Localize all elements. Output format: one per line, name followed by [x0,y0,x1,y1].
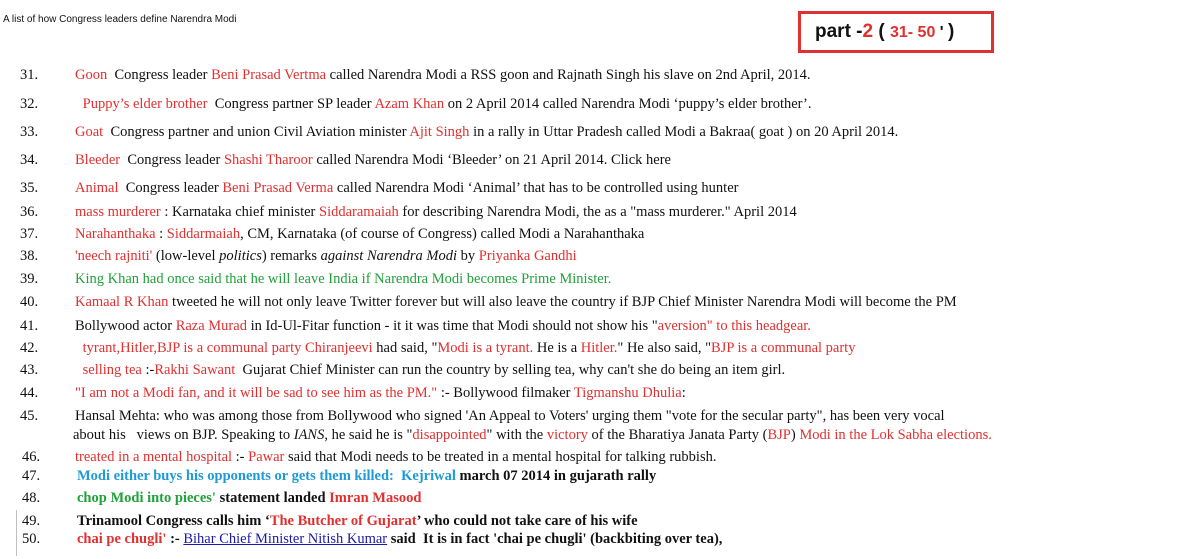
text-segment: statement landed [215,490,330,506]
item-number: 48. [22,490,41,506]
item-number: 50. [22,531,41,547]
item-text [75,318,811,335]
text-segment: :- [166,531,184,547]
text-segment: Beni Prasad Vertma [211,67,327,83]
text-segment: tweeted he will not only leave Twitter forever but will also leave the country if BJP Chief Minister Narendra Modi will become the PM [168,294,957,310]
text-segment: Kejriwal [401,468,456,484]
page-title: A list of how Congress leaders define Narendra Modi [3,14,237,25]
text-segment: Beni Prasad Verma [222,180,334,196]
text-segment: Animal [75,180,119,196]
item-text [75,152,671,169]
part-number: 2 [862,21,874,42]
text-segment: tyrant,Hitler,BJP is a communal party Chiranjeevi [79,340,373,356]
item-number: 32. [20,96,39,112]
text-segment: Ajit Singh [409,124,470,140]
text-segment: : [681,385,686,401]
text-segment: " He also said, " [617,340,711,356]
text-segment: Tigmanshu Dhulia [573,385,682,401]
item-text [75,124,898,141]
item-text [77,468,656,485]
text-segment: in Id-Ul-Fitar function - it it was time that Modi should not show his " [246,318,658,334]
text-segment: The Butcher of Gujarat [269,513,417,529]
text-segment: said It is in fact 'chai pe chugli' (backbiting over tea), [387,531,723,547]
left-divider [16,510,17,556]
item-number: 41. [20,318,39,334]
item-text [75,204,797,221]
item-text [77,513,638,530]
text-segment: BJP is a communal party [711,340,856,356]
item-number: 49. [22,513,41,529]
text-segment: march 07 2014 in gujarath rally [455,468,657,484]
item-text [75,180,738,197]
item-number: 37. [20,226,39,242]
text-segment: ) [790,427,800,443]
text-segment: :- [141,362,155,378]
text-segment: Congress partner and union Civil Aviation minister [103,124,410,140]
text-segment: Siddarmaiah [166,226,241,242]
text-segment: by [457,248,479,264]
text-segment: Siddaramaiah [319,204,399,220]
text-segment: said that Modi needs to be treated in a mental hospital for talking rubbish. [284,449,717,465]
item-text [77,531,722,548]
item-text [79,340,855,357]
text-segment: in a rally in Uttar Pradesh called Modi a Bakraa( goat ) on 20 April 2014. [469,124,899,140]
text-segment: on 2 April 2014 called Narendra Modi ‘puppy’s elder brother’. [444,96,812,112]
item-number: 42. [20,340,39,356]
text-segment: : Karnataka chief minister [160,204,319,220]
text-segment: ) remarks [261,248,321,264]
item-number: 46. [22,449,41,465]
part-range: 31- 50 [889,24,936,41]
paren-open: ( [873,21,890,42]
range-tail: ' [935,24,949,41]
item-text [75,385,686,402]
item-number: 35. [20,180,39,196]
item-text [75,226,644,243]
item-text [75,67,811,84]
text-segment: (low-level [152,248,220,264]
text-segment: called Narendra Modi ‘Animal’ that has to be controlled using hunter [333,180,739,196]
part-prefix: part - [815,21,863,42]
text-segment: Congress partner SP leader [207,96,375,112]
text-segment: disappointed [412,427,487,443]
text-segment: "I am not a Modi fan, and it will be sad to see him as the PM." [75,385,438,401]
text-segment: " with the [486,427,547,443]
text-segment: about his views on BJP. Speaking to [73,427,294,443]
item-number: 47. [22,468,41,484]
item-number: 36. [20,204,39,220]
item-text [79,362,785,379]
text-segment: Azam Khan [374,96,445,112]
text-segment: Gujarat Chief Minister can run the country by selling tea, why can't she do being an item girl. [235,362,786,378]
text-segment: ’ who could not take care of his wife [416,513,638,529]
text-segment: Trinamool Congress calls him ‘ [77,513,270,529]
text-segment: Kamaal R Khan [75,294,169,310]
item-number: 45. [20,408,39,424]
text-segment: , he said he is " [324,427,413,443]
item-number: 34. [20,152,39,168]
text-segment: Bleeder [75,152,121,168]
text-segment: Priyanka Gandhi [478,248,577,264]
text-segment: Shashi Tharoor [223,152,313,168]
item-number: 40. [20,294,39,310]
item-text [77,490,421,507]
text-segment: against Narendra Modi [320,248,458,264]
text-segment: :- Bollywood filmaker [437,385,574,401]
text-segment: Hansal Mehta: who was among those from Bollywood who signed 'An Appeal to Voters' urging them "vote for the secular party", has been very vocal [75,408,945,424]
text-segment: chai pe chugli' [77,531,167,547]
text-segment: treated in a mental hospital [75,449,233,465]
text-segment: called Narendra Modi ‘Bleeder’ on 21 April 2014. Click here [312,152,671,168]
item-link[interactable]: Bihar Chief Minister Nitish Kumar [183,531,388,547]
item-text [75,449,716,466]
text-segment: BJP [767,427,791,443]
text-segment: Bollywood actor [75,318,176,334]
text-segment: : [155,226,167,242]
item-number: 43. [20,362,39,378]
text-segment: Goon [75,67,108,83]
text-segment: had said, " [372,340,438,356]
text-segment: Goat [75,124,104,140]
item-number: 38. [20,248,39,264]
text-segment: Modi is a tyrant. [437,340,534,356]
text-segment: , CM, Karnataka (of course of Congress) called Modi a Narahanthaka [240,226,645,242]
item-text [75,271,611,288]
text-segment: Modi either buys his opponents or gets them killed: [77,468,394,484]
item-number: 44. [20,385,39,401]
part-label-box [798,11,994,53]
text-segment: Rakhi Sawant [154,362,236,378]
item-number: 33. [20,124,39,140]
item-text [75,248,577,265]
text-segment: Modi in the Lok Sabha elections. [799,427,992,443]
text-segment: Raza Murad [175,318,247,334]
text-segment: aversion" to this headgear. [657,318,811,334]
text-segment: chop Modi into pieces' [77,490,216,506]
item-text [75,294,957,311]
item-text [79,96,811,113]
text-segment: mass murderer [75,204,161,220]
text-segment: Imran Masood [329,490,422,506]
text-segment: Congress leader [107,67,212,83]
text-segment: Puppy’s elder brother [79,96,208,112]
paren-close: ) [948,21,955,42]
text-segment: Pawar [248,449,285,465]
item-number: 31. [20,67,39,83]
text-segment: :- [232,449,249,465]
text-segment: King Khan had once said that he will leave India if Narendra Modi becomes Prime Minister. [75,271,612,287]
text-segment: Narahanthaka [75,226,156,242]
text-segment: 'neech rajniti' [75,248,153,264]
text-segment: for describing Narendra Modi, the as a "mass murderer." April 2014 [398,204,797,220]
text-segment: IANS [293,427,325,443]
text-segment: Congress leader [118,180,223,196]
text-segment: Hitler. [580,340,618,356]
text-segment: victory [546,427,588,443]
text-segment: of the Bharatiya Janata Party ( [587,427,768,443]
item-text [75,408,945,425]
item-number: 39. [20,271,39,287]
text-segment: He is a [533,340,581,356]
text-segment: politics [219,248,262,264]
text-segment: selling tea [79,362,142,378]
text-segment: called Narendra Modi a RSS goon and Rajnath Singh his slave on 2nd April, 2014. [326,67,811,83]
text-segment: Congress leader [120,152,224,168]
item-text [73,427,992,444]
